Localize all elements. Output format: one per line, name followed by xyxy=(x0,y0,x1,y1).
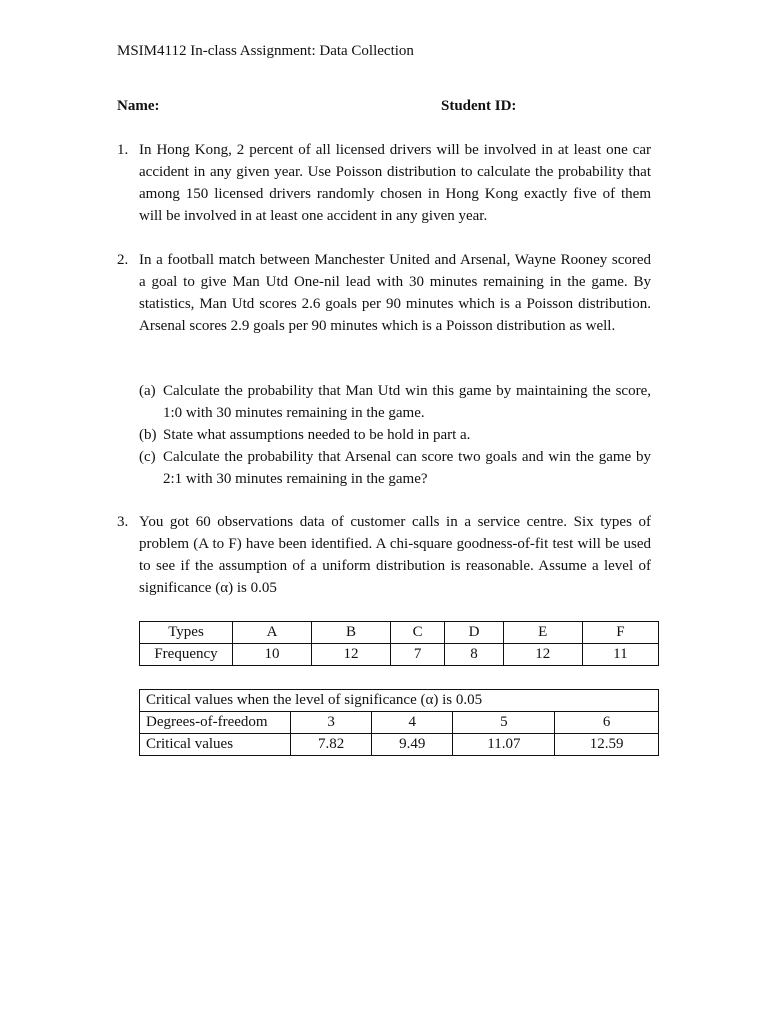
question-text: You got 60 observations data of customer calls in a service centre. Six types of problem (A to F) have been identified. A chi-square goodness-of-fit test will be used to see if the assumption of a uniform distribution is reasonable. Assume a level of significance (α) is 0.05 xyxy=(139,514,651,596)
table-cell: 4 xyxy=(372,712,453,734)
question-text: In Hong Kong, 2 percent of all licensed drivers will be involved in at least one car accident in any given year. Use Poisson distribution to calculate the probability that among 150 licensed drivers randomly chosen in Hong Kong exactly five of them will be involved in at least one accident in any given year. xyxy=(139,142,651,224)
sub-question-text: Calculate the probability that Man Utd win this game by maintaining the score, 1:0 with 30 minutes remaining in the game. xyxy=(163,383,651,421)
table-cell: 5 xyxy=(453,712,555,734)
table-cell: E xyxy=(503,622,582,644)
name-label: Name: xyxy=(117,98,160,114)
table-cell: Frequency xyxy=(140,644,233,666)
table-cell: 7.82 xyxy=(291,734,372,756)
table-cell: F xyxy=(582,622,658,644)
question-1 xyxy=(117,139,651,227)
critical-values-table xyxy=(139,689,659,756)
table-row xyxy=(140,712,659,734)
question-2 xyxy=(117,249,651,337)
table-cell: 9.49 xyxy=(372,734,453,756)
student-id-label: Student ID: xyxy=(441,98,517,114)
table-row xyxy=(140,622,659,644)
name-row xyxy=(117,95,677,117)
table-cell: Critical values xyxy=(140,734,291,756)
sub-question-label: (c) xyxy=(139,449,156,465)
table-cell: 6 xyxy=(555,712,659,734)
table-cell: B xyxy=(311,622,390,644)
table-cell: 7 xyxy=(390,644,444,666)
frequency-table xyxy=(139,621,659,666)
sub-question xyxy=(139,424,651,446)
question-number: 2. xyxy=(117,252,129,268)
table-cell: 11.07 xyxy=(453,734,555,756)
table-cell: 8 xyxy=(445,644,503,666)
table-cell: 3 xyxy=(291,712,372,734)
table-cell: 12 xyxy=(503,644,582,666)
table-row xyxy=(140,644,659,666)
table-cell: 10 xyxy=(233,644,312,666)
sub-question-label: (b) xyxy=(139,427,157,443)
table-cell: Types xyxy=(140,622,233,644)
table-cell: C xyxy=(390,622,444,644)
table-cell: 11 xyxy=(582,644,658,666)
table-title-cell: Critical values when the level of significance (α) is 0.05 xyxy=(140,690,659,712)
table-cell: 12 xyxy=(311,644,390,666)
question-number: 1. xyxy=(117,142,129,158)
sub-question xyxy=(139,380,651,424)
sub-question-text: State what assumptions needed to be hold in part a. xyxy=(163,427,471,443)
question-number: 3. xyxy=(117,514,129,530)
question-3 xyxy=(117,511,651,599)
question-2-parts xyxy=(139,380,651,490)
table-cell: Degrees-of-freedom xyxy=(140,712,291,734)
table-cell: D xyxy=(445,622,503,644)
table-row xyxy=(140,734,659,756)
table-row xyxy=(140,690,659,712)
table-cell: 12.59 xyxy=(555,734,659,756)
sub-question-text: Calculate the probability that Arsenal can score two goals and win the game by 2:1 with 30 minutes remaining in the game? xyxy=(163,449,651,487)
sub-question-label: (a) xyxy=(139,383,156,399)
sub-question xyxy=(139,446,651,490)
question-text: In a football match between Manchester United and Arsenal, Wayne Rooney scored a goal to give Man Utd One-nil lead with 30 minutes remaining in the game. By statistics, Man Utd scores 2.6 goals per 90 minutes which is a Poisson distribution. Arsenal scores 2.9 goals per 90 minutes which is a Poisson distribution as well. xyxy=(139,252,651,334)
table-cell: A xyxy=(233,622,312,644)
document-title: MSIM4112 In-class Assignment: Data Collection xyxy=(117,43,414,59)
